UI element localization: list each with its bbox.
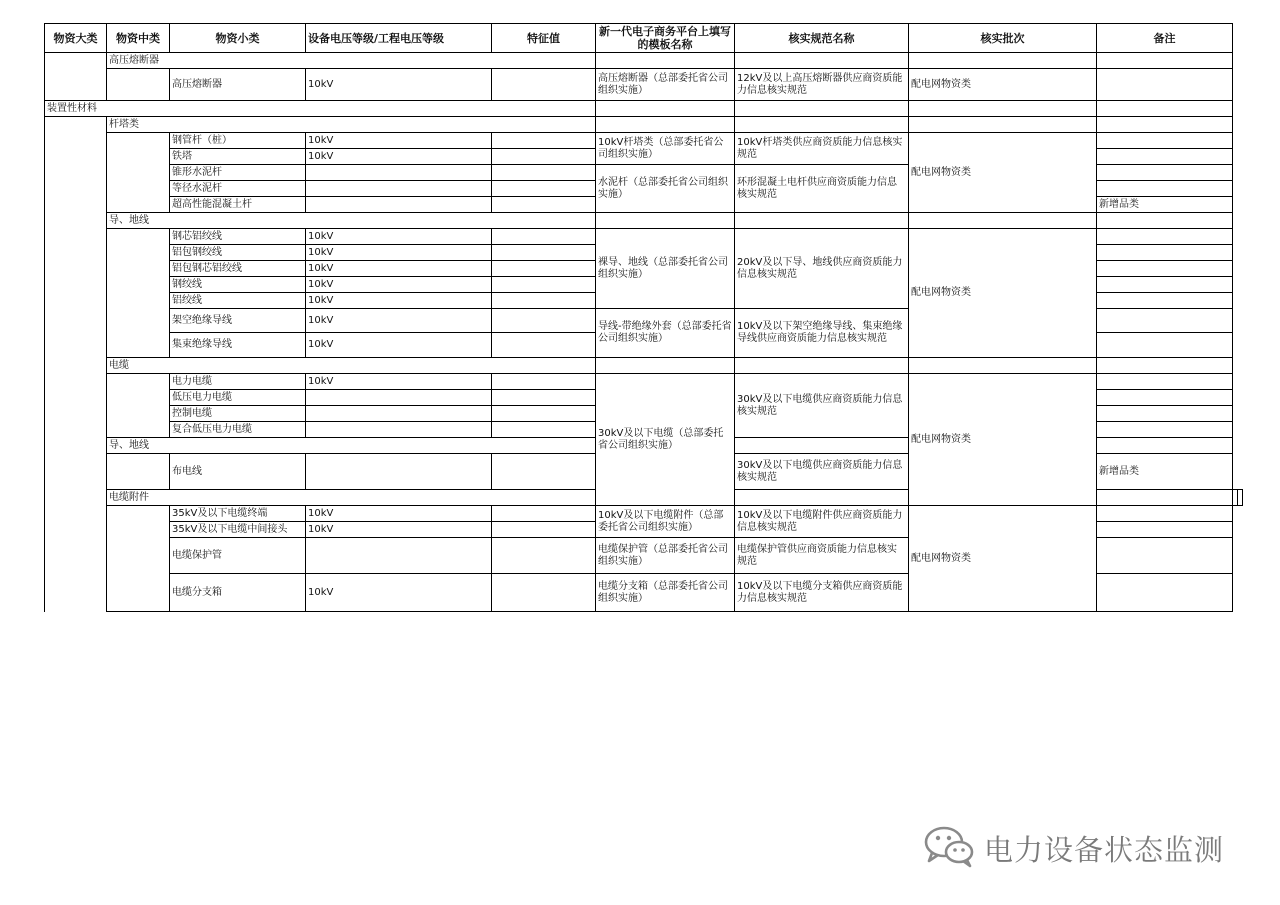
cell-big: 装置性材料 — [45, 101, 596, 117]
cell-voltage: 10kV — [306, 309, 492, 333]
cell-small: 钢管杆（桩） — [170, 133, 306, 149]
cell-small: 铝包钢绞线 — [170, 245, 306, 261]
table-row — [45, 374, 1243, 390]
table-row — [45, 69, 1243, 101]
cell-spec: 环形混凝土电杆供应商资质能力信息核实规范 — [735, 165, 909, 213]
table-row — [45, 53, 1243, 69]
cell-note: 新增品类 — [1097, 197, 1233, 213]
cell-voltage: 10kV — [306, 133, 492, 149]
header-small-category: 物资小类 — [170, 24, 306, 53]
cell-mid: 杆塔类 — [107, 117, 596, 133]
cell-small: 铁塔 — [170, 149, 306, 165]
cell-template: 30kV及以下电缆（总部委托省公司组织实施） — [596, 374, 735, 506]
cell-small: 35kV及以下电缆终端 — [170, 506, 306, 522]
cell-mid: 电缆 — [107, 358, 596, 374]
cell-voltage: 10kV — [306, 229, 492, 245]
table-row — [45, 506, 1243, 522]
cell-small: 铝绞线 — [170, 293, 306, 309]
cell-voltage: 10kV — [306, 245, 492, 261]
cell-small: 超高性能混凝土杆 — [170, 197, 306, 213]
table-row — [45, 133, 1243, 149]
cell-spec: 20kV及以下导、地线供应商资质能力信息核实规范 — [735, 229, 909, 309]
header-template: 新一代电子商务平台上填写的模板名称 — [596, 24, 735, 53]
cell-voltage: 10kV — [306, 522, 492, 538]
cell-voltage: 10kV — [306, 277, 492, 293]
cell-small: 铝包钢芯铝绞线 — [170, 261, 306, 277]
header-note: 备注 — [1097, 24, 1233, 53]
cell-spec: 10kV杆塔类供应商资质能力信息核实规范 — [735, 133, 909, 165]
cell-voltage: 10kV — [306, 574, 492, 612]
cell-small: 35kV及以下电缆中间接头 — [170, 522, 306, 538]
cell-template: 水泥杆（总部委托省公司组织实施） — [596, 165, 735, 213]
header-big-category: 物资大类 — [45, 24, 107, 53]
cell-small: 布电线 — [170, 454, 306, 490]
header-feature: 特征值 — [492, 24, 596, 53]
cell-template: 10kV杆塔类（总部委托省公司组织实施） — [596, 133, 735, 165]
cell-spec: 12kV及以上高压熔断器供应商资质能力信息核实规范 — [735, 69, 909, 101]
cell-template: 高压熔断器（总部委托省公司组织实施） — [596, 69, 735, 101]
material-spec-table — [44, 23, 1243, 612]
cell-spec: 30kV及以下电缆供应商资质能力信息核实规范 — [735, 374, 909, 438]
header-row — [45, 24, 1243, 53]
cell-voltage: 10kV — [306, 506, 492, 522]
cell-batch: 配电网物资类 — [909, 506, 1097, 612]
header-spec: 核实规范名称 — [735, 24, 909, 53]
cell-batch: 配电网物资类 — [909, 133, 1097, 213]
cell-voltage: 10kV — [306, 261, 492, 277]
cell-small: 钢芯铝绞线 — [170, 229, 306, 245]
cell-voltage: 10kV — [306, 69, 492, 101]
cell-mid: 导、地线 — [107, 438, 596, 454]
cell-spec: 10kV及以下电缆附件供应商资质能力信息核实规范 — [735, 506, 909, 538]
cell-mid: 高压熔断器 — [107, 53, 596, 69]
cell-batch: 配电网物资类 — [909, 69, 1097, 101]
cell-small: 电力电缆 — [170, 374, 306, 390]
cell-small: 电缆分支箱 — [170, 574, 306, 612]
cell-batch: 配电网物资类 — [909, 229, 1097, 358]
watermark-text: 电力设备状态监测 — [984, 832, 1225, 867]
cell-big-span — [45, 117, 107, 612]
cell-template: 裸导、地线（总部委托省公司组织实施） — [596, 229, 735, 309]
cell-voltage: 10kV — [306, 149, 492, 165]
cell-spec: 30kV及以下电缆供应商资质能力信息核实规范 — [735, 454, 909, 490]
table-row — [45, 101, 1243, 117]
watermark — [922, 826, 1242, 870]
cell-small: 锥形水泥杆 — [170, 165, 306, 181]
cell-template: 电缆保护管（总部委托省公司组织实施） — [596, 538, 735, 574]
cell-voltage: 10kV — [306, 374, 492, 390]
cell-small: 架空绝缘导线 — [170, 309, 306, 333]
cell-small: 复合低压电力电缆 — [170, 422, 306, 438]
cell-small: 等径水泥杆 — [170, 181, 306, 197]
cell-mid: 导、地线 — [107, 213, 596, 229]
table-row — [45, 358, 1243, 374]
cell-spec: 10kV及以下电缆分支箱供应商资质能力信息核实规范 — [735, 574, 909, 612]
cell-small: 低压电力电缆 — [170, 390, 306, 406]
header-batch: 核实批次 — [909, 24, 1097, 53]
table-row — [45, 117, 1243, 133]
cell-voltage: 10kV — [306, 333, 492, 358]
cell-small: 电缆保护管 — [170, 538, 306, 574]
cell-template: 电缆分支箱（总部委托省公司组织实施） — [596, 574, 735, 612]
cell-mid: 电缆附件 — [107, 490, 596, 506]
table-row — [45, 213, 1243, 229]
cell-spec: 电缆保护管供应商资质能力信息核实规范 — [735, 538, 909, 574]
cell-note: 新增品类 — [1097, 454, 1233, 490]
cell-small: 高压熔断器 — [170, 69, 306, 101]
cell-template: 10kV及以下电缆附件（总部委托省公司组织实施） — [596, 506, 735, 538]
header-mid-category: 物资中类 — [107, 24, 170, 53]
cell-small: 钢绞线 — [170, 277, 306, 293]
wechat-icon — [922, 824, 978, 872]
cell-template: 导线-带绝缘外套（总部委托省公司组织实施） — [596, 309, 735, 358]
cell-small: 控制电缆 — [170, 406, 306, 422]
cell-small: 集束绝缘导线 — [170, 333, 306, 358]
cell-big — [45, 53, 107, 101]
header-voltage: 设备电压等级/工程电压等级 — [306, 24, 492, 53]
cell-voltage: 10kV — [306, 293, 492, 309]
table-row — [45, 229, 1243, 245]
cell-batch: 配电网物资类 — [909, 374, 1097, 506]
cell-spec: 10kV及以下架空绝缘导线、集束绝缘导线供应商资质能力信息核实规范 — [735, 309, 909, 358]
